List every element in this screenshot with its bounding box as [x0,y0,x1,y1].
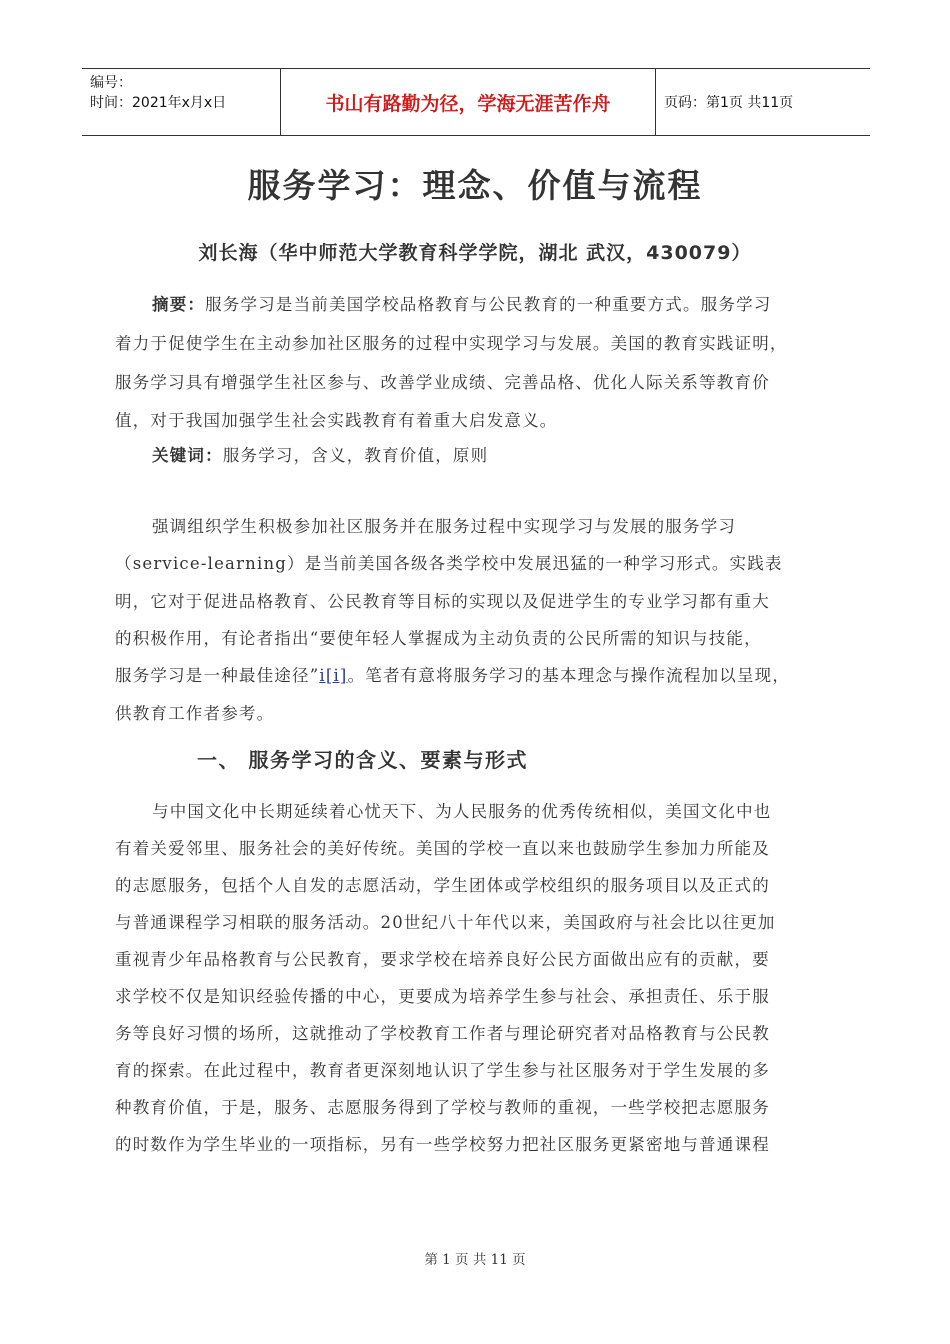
section1-line-3: 的志愿服务，包括个人自发的志愿活动，学生团体或学校组织的服务项目以及正式的 [115,876,770,895]
time-label: 时间：2021年x月x日 [90,95,227,111]
header-table [82,68,870,136]
section1-line-7: 务等良好习惯的场所，这就推动了学校教育工作者与理论研究者对品格教育与公民教 [115,1024,770,1043]
abstract-line-3: 服务学习具有增强学生社区参与、改善学业成绩、完善品格、优化人际关系等教育价 [115,373,770,392]
section1-line-10: 的时数作为学生毕业的一项指标，另有一些学校努力把社区服务更紧密地与普通课程 [115,1135,770,1154]
header-meta [82,69,280,135]
document-title: 服务学习：理念、价值与流程 [247,166,703,205]
intro-line-6: 供教育工作者参考。 [115,704,275,723]
section1-line-8: 育的探索。在此过程中，教育者更深刻地认识了学生参与社区服务对于学生发展的多 [115,1061,770,1080]
intro-line-2: （service-learning）是当前美国各级各类学校中发展迅猛的一种学习形式。实践表 [115,554,783,573]
section1-line-2: 有着关爱邻里、服务社会的美好传统。美国的学校一直以来也鼓励学生参加力所能及 [115,839,770,858]
section1-line-4: 与普通课程学习相联的服务活动。20世纪八十年代以来，美国政府与社会比以往更加 [115,913,776,932]
page-footer: 第 1 页 共 11 页 [424,1252,526,1268]
abstract-line-2: 着力于促使学生在主动参加社区服务的过程中实现学习与发展。美国的教育实践证明， [115,334,788,353]
abstract-line-1: 摘要：服务学习是当前美国学校品格教育与公民教育的一种重要方式。服务学习 [152,295,772,314]
intro-line-1: 强调组织学生积极参加社区服务并在服务过程中实现学习与发展的服务学习 [152,517,737,536]
header-motto: 书山有路勤为径，学海无涯苦作舟 [280,69,656,135]
keywords-text: 服务学习，含义，教育价值，原则 [222,446,489,465]
section1-line-9: 种教育价值，于是，服务、志愿服务得到了学校与教师的重视，一些学校把志愿服务 [115,1098,770,1117]
section1-line-5: 重视青少年品格教育与公民教育，要求学校在培养良好公民方面做出应有的贡献，要 [115,950,770,969]
section1-line-6: 求学校不仅是知识经验传播的中心，更要成为培养学生参与社会、承担责任、乐于服 [115,987,770,1006]
intro-line-5: 服务学习是一种最佳途径”i[i]。笔者有意将服务学习的基本理念与操作流程加以呈现， [115,666,791,685]
intro-line-3: 明，它对于促进品格教育、公民教育等目标的实现以及促进学生的专业学习都有重大 [115,592,770,611]
intro-line-4: 的积极作用，有论者指出“要使年轻人掌握成为主动负责的公民所需的知识与技能， [115,629,762,648]
section1-line-1: 与中国文化中长期延续着心忧天下、为人民服务的优秀传统相似，美国文化中也 [152,802,772,821]
number-label: 编号： [90,75,132,91]
header-page-info: 页码：第1页 共11页 [664,95,794,111]
keywords-line [152,442,488,466]
keywords-label: 关键词： [152,446,223,465]
author-line: 刘长海（华中师范大学教育科学学院，湖北 武汉，430079） [198,242,752,264]
abstract-label: 摘要： [152,295,206,314]
section-heading-1: 一、 服务学习的含义、要素与形式 [197,748,528,772]
reference-link[interactable]: i[i] [319,666,348,685]
abstract-line-4: 值，对于我国加强学生社会实践教育有着重大启发意义。 [115,411,558,430]
